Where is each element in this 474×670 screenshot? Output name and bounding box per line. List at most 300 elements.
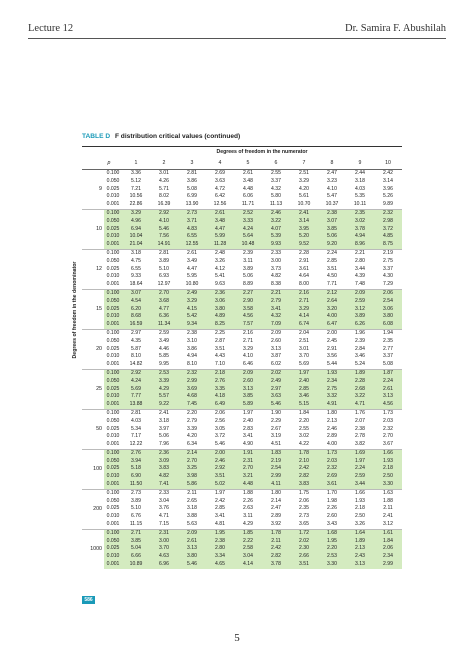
p-value: 0.010 xyxy=(106,513,120,520)
table-row xyxy=(104,281,402,289)
critical-value: 1.76 xyxy=(355,409,365,416)
critical-value: 4.90 xyxy=(243,441,253,448)
critical-value: 5.06 xyxy=(159,433,169,440)
critical-value: 2.42 xyxy=(271,545,281,552)
critical-value: 3.78 xyxy=(355,225,365,232)
critical-value: 3.30 xyxy=(327,561,337,568)
critical-value: 5.42 xyxy=(187,313,197,320)
p-value: 0.100 xyxy=(106,369,120,376)
critical-value: 3.89 xyxy=(131,497,141,504)
critical-value: 2.35 xyxy=(355,209,365,216)
critical-value: 3.11 xyxy=(243,257,253,264)
critical-value: 6.55 xyxy=(187,233,197,240)
critical-value: 5.71 xyxy=(159,185,169,192)
p-value: 0.010 xyxy=(106,353,120,360)
table-row xyxy=(104,441,402,449)
critical-value: 2.36 xyxy=(159,449,169,456)
critical-value: 2.38 xyxy=(327,209,337,216)
critical-value: 3.65 xyxy=(299,521,309,528)
critical-value: 3.13 xyxy=(383,393,393,400)
critical-value: 12.97 xyxy=(157,281,171,288)
critical-value: 3.89 xyxy=(159,257,169,264)
critical-value: 4.89 xyxy=(215,313,225,320)
critical-value: 2.41 xyxy=(299,209,309,216)
p-value: 0.010 xyxy=(106,473,120,480)
critical-value: 3.11 xyxy=(243,513,253,520)
critical-value: 2.22 xyxy=(243,537,253,544)
critical-value: 2.83 xyxy=(243,425,253,432)
critical-value: 2.38 xyxy=(187,329,197,336)
critical-value: 4.68 xyxy=(187,393,197,400)
critical-value: 3.39 xyxy=(159,377,169,384)
critical-value: 3.46 xyxy=(355,353,365,360)
group-values xyxy=(104,450,402,489)
table-row xyxy=(104,505,402,513)
critical-value: 9.20 xyxy=(327,241,337,248)
critical-value: 6.49 xyxy=(215,401,225,408)
group-values xyxy=(104,210,402,249)
critical-value: 5.95 xyxy=(187,273,197,280)
critical-value: 4.24 xyxy=(243,225,253,232)
critical-value: 6.06 xyxy=(243,193,253,200)
critical-value: 2.47 xyxy=(327,170,337,176)
column-header: 8 xyxy=(330,160,334,166)
critical-value: 3.35 xyxy=(215,385,225,392)
critical-value: 2.07 xyxy=(355,417,365,424)
critical-value: 3.83 xyxy=(299,481,309,488)
critical-value: 10.89 xyxy=(129,561,143,568)
critical-value: 2.81 xyxy=(159,249,169,256)
critical-value: 3.37 xyxy=(383,265,393,272)
critical-value: 2.49 xyxy=(271,377,281,384)
critical-value: 7.15 xyxy=(159,521,169,528)
critical-value: 3.07 xyxy=(131,289,141,296)
critical-value: 2.60 xyxy=(271,337,281,344)
critical-value: 16.59 xyxy=(129,321,143,328)
critical-value: 13.88 xyxy=(129,401,143,408)
critical-value: 5.04 xyxy=(131,545,141,552)
critical-value: 3.44 xyxy=(355,481,365,488)
critical-value: 2.69 xyxy=(215,170,225,176)
critical-value: 2.09 xyxy=(271,329,281,336)
critical-value: 2.28 xyxy=(355,377,365,384)
p-value: 0.100 xyxy=(106,449,120,456)
p-header: p xyxy=(107,160,111,166)
critical-value: 2.79 xyxy=(271,297,281,304)
critical-value: 6.55 xyxy=(131,265,141,272)
critical-value: 2.71 xyxy=(131,529,141,536)
critical-value: 2.52 xyxy=(243,209,253,216)
critical-value: 4.07 xyxy=(271,225,281,232)
critical-value: 4.32 xyxy=(271,185,281,192)
critical-value: 2.26 xyxy=(327,505,337,512)
table-row xyxy=(104,210,402,218)
critical-value: 2.02 xyxy=(271,369,281,376)
critical-value: 10.80 xyxy=(185,281,199,288)
critical-value: 6.36 xyxy=(159,313,169,320)
critical-value: 3.61 xyxy=(327,481,337,488)
critical-value: 3.04 xyxy=(243,553,253,560)
critical-value: 4.50 xyxy=(327,273,337,280)
critical-value: 3.13 xyxy=(187,545,197,552)
critical-value: 2.29 xyxy=(271,417,281,424)
critical-value: 3.29 xyxy=(187,297,197,304)
column-header: 9 xyxy=(358,160,362,166)
critical-value: 7.10 xyxy=(215,361,225,368)
p-value: 0.010 xyxy=(106,393,120,400)
critical-value: 3.06 xyxy=(383,305,393,312)
critical-value: 4.83 xyxy=(187,225,197,232)
critical-value: 3.33 xyxy=(243,217,253,224)
critical-value: 3.07 xyxy=(327,217,337,224)
critical-value: 4.20 xyxy=(187,433,197,440)
critical-value: 1.97 xyxy=(299,369,309,376)
critical-value: 2.14 xyxy=(187,449,197,456)
df-group xyxy=(82,529,402,569)
critical-value: 3.25 xyxy=(187,465,197,472)
denominator-heading: Degrees of freedom in the denominator xyxy=(72,261,78,359)
critical-value: 2.24 xyxy=(327,249,337,256)
critical-value: 1.84 xyxy=(299,409,309,416)
critical-value: 2.99 xyxy=(271,473,281,480)
critical-value: 4.63 xyxy=(159,553,169,560)
critical-value: 2.13 xyxy=(327,417,337,424)
critical-value: 3.73 xyxy=(271,265,281,272)
critical-value: 2.50 xyxy=(355,513,365,520)
critical-value: 7.77 xyxy=(131,393,141,400)
critical-value: 10.48 xyxy=(241,241,255,248)
critical-value: 1.94 xyxy=(383,329,393,336)
critical-value: 1.78 xyxy=(271,529,281,536)
p-value: 0.025 xyxy=(106,465,120,472)
critical-value: 2.36 xyxy=(215,289,225,296)
critical-value: 3.70 xyxy=(299,353,309,360)
critical-value: 3.04 xyxy=(159,497,169,504)
table-row xyxy=(104,258,402,266)
critical-value: 2.19 xyxy=(271,457,281,464)
critical-value: 3.94 xyxy=(131,457,141,464)
critical-value: 2.46 xyxy=(271,209,281,216)
critical-value: 4.39 xyxy=(355,273,365,280)
critical-value: 10.70 xyxy=(297,201,311,208)
critical-value: 2.61 xyxy=(215,209,225,216)
critical-value: 5.06 xyxy=(327,233,337,240)
denominator-df: 200 xyxy=(93,506,102,513)
table-row xyxy=(104,530,402,538)
critical-value: 5.44 xyxy=(327,361,337,368)
critical-value: 7.17 xyxy=(131,433,141,440)
p-value: 0.025 xyxy=(106,225,120,232)
critical-value: 8.02 xyxy=(159,193,169,200)
critical-value: 2.68 xyxy=(355,385,365,392)
critical-value: 2.47 xyxy=(271,505,281,512)
p-value: 0.010 xyxy=(106,273,120,280)
critical-value: 6.34 xyxy=(187,441,197,448)
critical-value: 3.85 xyxy=(243,393,253,400)
critical-value: 6.66 xyxy=(131,553,141,560)
critical-value: 3.26 xyxy=(355,521,365,528)
critical-value: 2.53 xyxy=(327,553,337,560)
critical-value: 2.87 xyxy=(215,337,225,344)
critical-value: 3.88 xyxy=(187,513,197,520)
critical-value: 2.97 xyxy=(131,329,141,336)
critical-value: 4.22 xyxy=(299,441,309,448)
critical-value: 2.76 xyxy=(215,377,225,384)
critical-value: 16.39 xyxy=(157,201,171,208)
critical-value: 2.16 xyxy=(299,289,309,296)
denominator-df: 10 xyxy=(96,226,102,233)
critical-value: 5.57 xyxy=(159,393,169,400)
critical-value: 3.22 xyxy=(271,217,281,224)
p-value: 0.100 xyxy=(106,489,120,496)
group-values xyxy=(104,410,402,449)
critical-value: 3.49 xyxy=(159,337,169,344)
df-group xyxy=(82,489,402,529)
p-value: 0.100 xyxy=(106,329,120,336)
df-group xyxy=(82,249,402,289)
critical-value: 4.47 xyxy=(187,265,197,272)
p-value: 0.001 xyxy=(106,561,120,568)
p-value: 0.010 xyxy=(106,193,120,200)
p-value: 0.010 xyxy=(106,553,120,560)
critical-value: 2.43 xyxy=(355,553,365,560)
critical-value: 3.18 xyxy=(355,177,365,184)
critical-value: 2.31 xyxy=(243,457,253,464)
critical-value: 5.24 xyxy=(355,361,365,368)
critical-value: 1.84 xyxy=(383,537,393,544)
f-table xyxy=(82,146,402,569)
critical-value: 2.70 xyxy=(383,433,393,440)
critical-value: 3.98 xyxy=(187,473,197,480)
critical-value: 3.13 xyxy=(271,345,281,352)
critical-value: 9.63 xyxy=(215,281,225,288)
critical-value: 3.49 xyxy=(187,257,197,264)
table-row xyxy=(104,170,402,178)
critical-value: 3.34 xyxy=(215,553,225,560)
critical-value: 7.71 xyxy=(327,281,337,288)
critical-value: 7.57 xyxy=(243,321,253,328)
critical-value: 12.22 xyxy=(129,441,143,448)
critical-value: 3.29 xyxy=(131,209,141,216)
critical-value: 3.26 xyxy=(215,257,225,264)
critical-value: 3.97 xyxy=(159,425,169,432)
critical-value: 2.67 xyxy=(271,425,281,432)
critical-value: 5.85 xyxy=(159,353,169,360)
critical-value: 2.51 xyxy=(299,170,309,176)
critical-value: 2.41 xyxy=(159,409,169,416)
critical-value: 5.10 xyxy=(159,265,169,272)
critical-value: 10.04 xyxy=(129,233,143,240)
critical-value: 2.20 xyxy=(299,417,309,424)
critical-value: 1.87 xyxy=(383,369,393,376)
df-group xyxy=(82,289,402,329)
denominator-df: 50 xyxy=(96,426,102,433)
p-value: 0.025 xyxy=(106,505,120,512)
table-row xyxy=(104,481,402,489)
critical-value: 2.70 xyxy=(159,289,169,296)
critical-value: 2.46 xyxy=(215,457,225,464)
critical-value: 1.70 xyxy=(327,489,337,496)
critical-value: 3.29 xyxy=(299,305,309,312)
critical-value: 2.73 xyxy=(299,513,309,520)
critical-value: 2.75 xyxy=(327,385,337,392)
group-values xyxy=(104,490,402,529)
table-row xyxy=(104,346,402,354)
critical-value: 2.51 xyxy=(299,337,309,344)
critical-value: 2.80 xyxy=(355,257,365,264)
critical-value: 11.34 xyxy=(157,321,171,328)
p-value: 0.001 xyxy=(106,521,120,528)
critical-value: 11.13 xyxy=(269,201,283,208)
p-value: 0.050 xyxy=(106,457,120,464)
critical-value: 2.70 xyxy=(243,465,253,472)
critical-value: 5.06 xyxy=(243,273,253,280)
critical-value: 2.26 xyxy=(243,497,253,504)
critical-value: 5.89 xyxy=(243,401,253,408)
denominator-df: 1000 xyxy=(90,546,102,553)
critical-value: 7.21 xyxy=(131,185,141,192)
critical-value: 2.80 xyxy=(215,545,225,552)
critical-value: 3.78 xyxy=(271,561,281,568)
critical-value: 1.69 xyxy=(355,449,365,456)
critical-value: 2.25 xyxy=(215,329,225,336)
critical-value: 2.13 xyxy=(355,545,365,552)
p-value: 0.001 xyxy=(106,481,120,488)
critical-value: 1.88 xyxy=(383,497,393,504)
critical-value: 6.47 xyxy=(327,321,337,328)
critical-value: 4.15 xyxy=(187,305,197,312)
critical-value: 3.21 xyxy=(243,473,253,480)
critical-value: 2.21 xyxy=(355,249,365,256)
critical-value: 4.56 xyxy=(243,313,253,320)
critical-value: 2.92 xyxy=(159,209,169,216)
critical-value: 22.86 xyxy=(129,201,143,208)
critical-value: 5.02 xyxy=(215,481,225,488)
critical-value: 2.18 xyxy=(383,465,393,472)
table-row xyxy=(104,378,402,386)
critical-value: 7.96 xyxy=(159,441,169,448)
critical-value: 3.37 xyxy=(383,353,393,360)
critical-value: 5.80 xyxy=(271,193,281,200)
critical-value: 2.24 xyxy=(383,377,393,384)
table-row xyxy=(104,233,402,241)
critical-value: 2.49 xyxy=(187,289,197,296)
critical-value: 2.66 xyxy=(299,553,309,560)
critical-value: 2.11 xyxy=(383,505,393,512)
critical-value: 3.83 xyxy=(159,465,169,472)
critical-value: 6.08 xyxy=(383,321,393,328)
critical-value: 3.86 xyxy=(187,345,197,352)
critical-value: 5.61 xyxy=(299,193,309,200)
critical-value: 2.18 xyxy=(215,369,225,376)
table-row xyxy=(104,321,402,329)
column-header: 6 xyxy=(274,160,278,166)
critical-value: 3.95 xyxy=(299,225,309,232)
critical-value: 3.48 xyxy=(215,217,225,224)
p-value: 0.050 xyxy=(106,377,120,384)
critical-value: 4.77 xyxy=(159,305,169,312)
critical-value: 3.41 xyxy=(215,513,225,520)
critical-value: 12.55 xyxy=(185,241,199,248)
critical-value: 1.98 xyxy=(327,497,337,504)
critical-value: 5.46 xyxy=(215,441,225,448)
p-value: 0.025 xyxy=(106,385,120,392)
critical-value: 2.55 xyxy=(271,170,281,176)
critical-value: 1.89 xyxy=(355,537,365,544)
table-row xyxy=(104,386,402,394)
critical-value: 3.09 xyxy=(159,457,169,464)
critical-value: 2.20 xyxy=(187,409,197,416)
p-value: 0.050 xyxy=(106,257,120,264)
table-row xyxy=(104,433,402,441)
critical-value: 4.10 xyxy=(243,353,253,360)
p-value: 0.050 xyxy=(106,337,120,344)
critical-value: 4.18 xyxy=(215,393,225,400)
critical-value: 2.70 xyxy=(187,457,197,464)
critical-value: 18.64 xyxy=(129,281,143,288)
critical-value: 1.61 xyxy=(383,529,393,536)
critical-value: 2.16 xyxy=(243,329,253,336)
critical-value: 6.94 xyxy=(131,225,141,232)
table-row xyxy=(104,273,402,281)
critical-value: 2.65 xyxy=(187,497,197,504)
critical-value: 7.41 xyxy=(159,481,169,488)
df-group xyxy=(82,449,402,489)
critical-value: 4.48 xyxy=(243,481,253,488)
critical-value: 3.10 xyxy=(187,337,197,344)
critical-value: 2.71 xyxy=(299,297,309,304)
critical-value: 3.89 xyxy=(243,265,253,272)
critical-value: 2.34 xyxy=(327,377,337,384)
column-header: 4 xyxy=(218,160,222,166)
critical-value: 3.71 xyxy=(187,217,197,224)
denominator-df: 25 xyxy=(96,386,102,393)
critical-value: 7.56 xyxy=(159,233,169,240)
critical-value: 1.95 xyxy=(327,537,337,544)
critical-value: 3.00 xyxy=(271,257,281,264)
critical-value: 7.48 xyxy=(355,281,365,288)
table-row xyxy=(104,186,402,194)
critical-value: 3.58 xyxy=(243,305,253,312)
critical-value: 6.99 xyxy=(187,193,197,200)
critical-value: 2.85 xyxy=(215,505,225,512)
critical-value: 5.20 xyxy=(299,233,309,240)
p-value: 0.010 xyxy=(106,233,120,240)
critical-value: 2.45 xyxy=(327,337,337,344)
p-value: 0.025 xyxy=(106,305,120,312)
critical-value: 2.82 xyxy=(271,553,281,560)
critical-value: 3.36 xyxy=(131,170,141,176)
table-row xyxy=(104,330,402,338)
critical-value: 2.61 xyxy=(243,170,253,176)
header-rule xyxy=(28,38,446,39)
critical-value: 2.92 xyxy=(131,369,141,376)
header-lecture: Lecture 12 xyxy=(28,23,74,34)
critical-value: 2.35 xyxy=(299,505,309,512)
critical-value: 3.39 xyxy=(187,425,197,432)
critical-value: 1.73 xyxy=(327,449,337,456)
table-row xyxy=(104,410,402,418)
critical-value: 21.04 xyxy=(129,241,143,248)
critical-value: 10.56 xyxy=(129,193,143,200)
critical-value: 9.22 xyxy=(159,401,169,408)
critical-value: 2.53 xyxy=(159,369,169,376)
critical-value: 1.66 xyxy=(383,449,393,456)
critical-value: 2.73 xyxy=(187,209,197,216)
critical-value: 3.46 xyxy=(299,393,309,400)
critical-value: 3.70 xyxy=(159,545,169,552)
critical-value: 4.96 xyxy=(131,217,141,224)
